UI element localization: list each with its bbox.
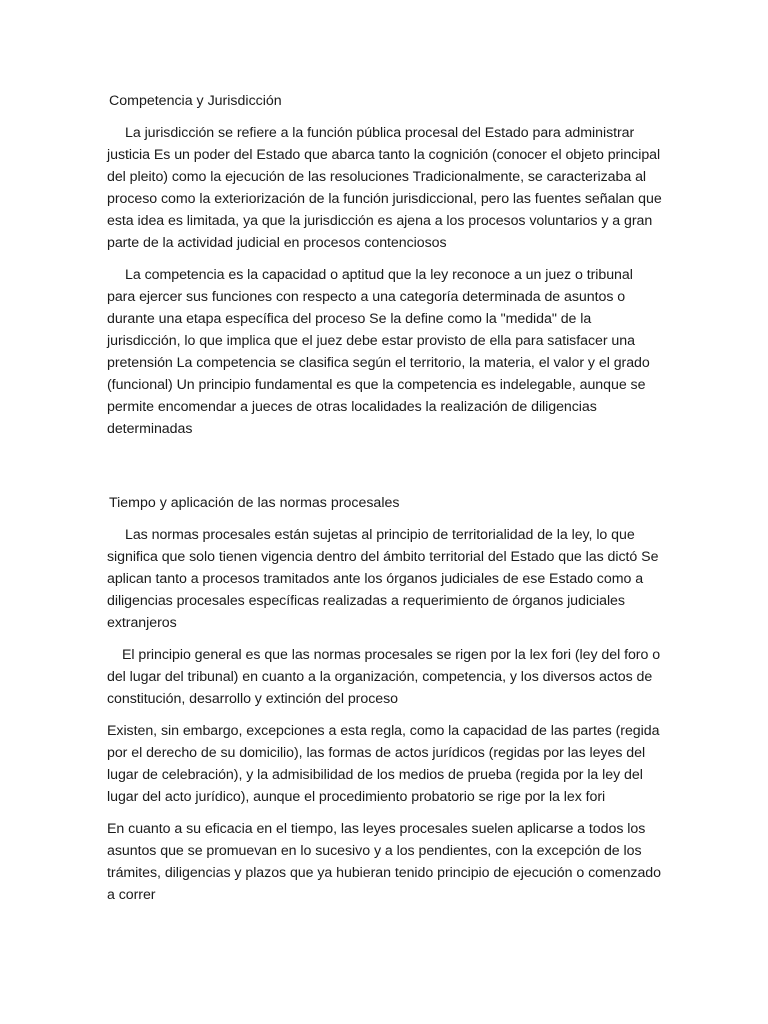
paragraph-competencia: La competencia es la capacidad o aptitud que la ley reconoce a un juez o tribunal para ejercer sus funciones con respecto a una categoría determinada de asuntos o durante una etapa específica del proceso Se la define como la "medida" de la jurisdicción, lo que implica que el juez debe estar provisto de ella para satisfacer una pretensión La competencia se clasifica según el territorio, la materia, el valor y el grado (funcional) Un principio fundamental es que la competencia es indelegable, aunque se permite encomendar a jueces de otras localidades la realización de diligencias determinadas xyxy=(107,267,650,437)
paragraph-jurisdiccion: La jurisdicción se refiere a la función pública procesal del Estado para administrar justicia Es un poder del Estado que abarca tanto la cognición (conocer el objeto principal del pleito) como la ejecución de las resoluciones Tradicionalmente, se caracterizaba al proceso como la exteriorización de la función jurisdiccional, pero las fuentes señalan que esta idea es limitada, ya que la jurisdicción es ajena a los procesos voluntarios y a gran parte de la actividad judicial en procesos contenciosos xyxy=(107,125,662,251)
paragraph-excepciones: Existen, sin embargo, excepciones a esta regla, como la capacidad de las partes (regida por el derecho de su domicilio), las formas de actos jurídicos (regidas por las leyes del lugar de celebración), y la admisibilidad de los medios de prueba (regida por la ley del lugar del acto jurídico), aunque el procedimiento probatorio se rige por la lex fori xyxy=(107,723,660,805)
document-page xyxy=(107,90,663,916)
paragraph-lex-fori: El principio general es que las normas procesales se rigen por la lex fori (ley del foro o del lugar del tribunal) en cuanto a la organización, competencia, y los diversos actos de constitución, desarrollo y extinción del proceso xyxy=(107,647,661,707)
section-heading-competencia: Competencia y Jurisdicción xyxy=(109,93,282,109)
section-spacer xyxy=(107,450,663,492)
section-heading-tiempo: Tiempo y aplicación de las normas procesales xyxy=(109,495,400,511)
paragraph-territorialidad: Las normas procesales están sujetas al principio de territorialidad de la ley, lo que significa que solo tienen vigencia dentro del ámbito territorial del Estado que las dictó Se aplican tanto a procesos tramitados ante los órganos judiciales de ese Estado como a diligencias procesales específicas realizadas a requerimiento de órganos judiciales extranjeros xyxy=(107,527,659,631)
paragraph-eficacia-tiempo: En cuanto a su eficacia en el tiempo, las leyes procesales suelen aplicarse a todos los asuntos que se promuevan en lo sucesivo y a los pendientes, con la excepción de los trámites, diligencias y plazos que ya hubieran tenido principio de ejecución o comenzado a correr xyxy=(107,821,661,903)
